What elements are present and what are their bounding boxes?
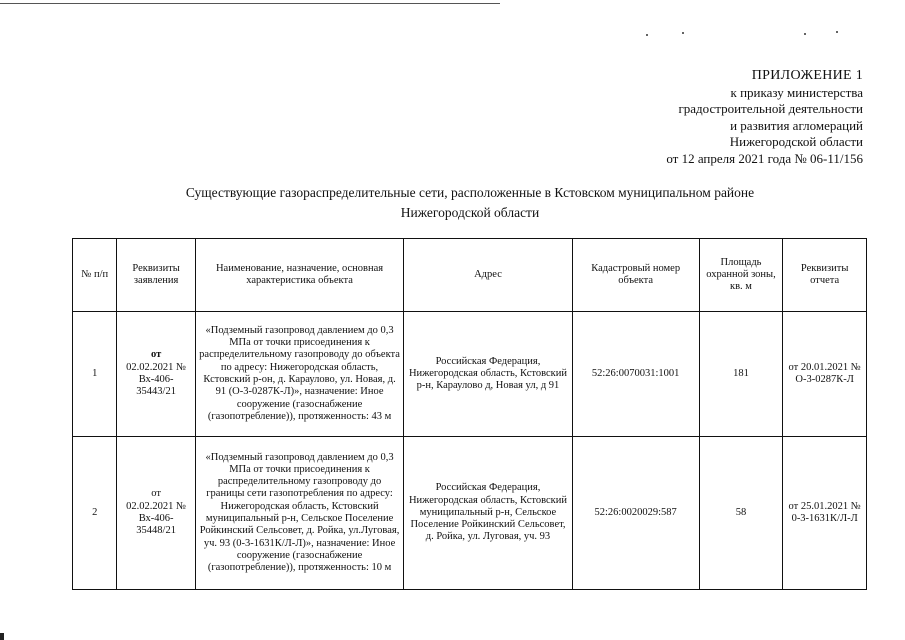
- scan-speck: [836, 31, 838, 33]
- application-details: 02.02.2021 № Вх-406-35443/21: [126, 361, 187, 398]
- cell-report: от 25.01.2021 № 0-3-1631К/Л-Л: [783, 437, 867, 590]
- appendix-line: и развития агломераций: [730, 117, 863, 133]
- cell-address: Российская Федерация, Нижегородская область, Кстовский р-н, Караулово д, Новая ул, д 91: [404, 312, 572, 437]
- application-prefix: от: [150, 349, 162, 361]
- header-application: Реквизиты заявления: [117, 239, 195, 312]
- cell-report: от 20.01.2021 № О-3-0287К-Л: [783, 312, 867, 437]
- scan-speck: [804, 33, 806, 35]
- cell-number: 2: [73, 437, 117, 590]
- header-cadastral: Кадастровый номер объекта: [572, 239, 699, 312]
- scan-specks: [640, 30, 840, 38]
- cell-description: «Подземный газопровод давлением до 0,3 МПа от точки присоединения к распределительному газопроводу до объекта по адресу: Нижегородская область, Кстовский р-он, д. Караулово, ул. Новая, д. 91 (О-3-0287К-Л)», назначение: Иное сооружение (газоснабжение (газопотребление)), протяженность: 43 м: [195, 312, 404, 437]
- appendix-line: к приказу министерства: [730, 84, 863, 100]
- cell-application: [117, 312, 195, 437]
- title-line-1: Существующие газораспределительные сети, расположенные в Кстовском муниципальном районе: [185, 185, 755, 200]
- cell-cadastral: 52:26:0070031:1001: [572, 312, 699, 437]
- table-row: [73, 312, 867, 437]
- table-row: [73, 437, 867, 590]
- scan-speck: [646, 34, 648, 36]
- header-address: Адрес: [404, 239, 572, 312]
- appendix-line: градостроительной деятельности: [678, 101, 863, 116]
- appendix-header: [563, 68, 863, 167]
- gas-networks-table: [72, 238, 867, 590]
- appendix-title: ПРИЛОЖЕНИЕ 1: [751, 68, 863, 83]
- cell-area: 181: [699, 312, 783, 437]
- cell-area: 58: [699, 437, 783, 590]
- appendix-date-line: от 12 апреля 2021 года № 06-11/156: [666, 150, 863, 166]
- appendix-line: Нижегородской области: [729, 134, 863, 149]
- cell-application: [117, 437, 195, 590]
- scan-edge-mark: [0, 633, 4, 640]
- scan-speck: [682, 32, 684, 34]
- cell-number: 1: [73, 312, 117, 437]
- title-line-2: Нижегородской области: [400, 205, 540, 220]
- application-prefix: от: [151, 488, 161, 500]
- cell-cadastral: 52:26:0020029:587: [572, 437, 699, 590]
- cell-description: «Подземный газопровод давлением до 0,3 МПа от точки присоединения к распределительному газопроводу до границы сети газопотребления по адресу: Нижегородская область, Кстовский муниципальный р-н, Сельское Поселение Ройкинский Сельсовет, д. Ройка, ул.Луговая, уч. 93 (0-3-1631К/Л-Л)», назначение: Иное сооружение (газоснабжение (газопотребление)), протяженность: 10 м: [195, 437, 404, 590]
- cell-address: Российская Федерация, Нижегородская область, Кстовский муниципальный р-н, Сельское Поселение Ройкинский Сельсовет, д. Ройка, ул. Луговая, уч. 93: [404, 437, 572, 590]
- header-area: Площадь охранной зоны, кв. м: [699, 239, 783, 312]
- header-description: Наименование, назначение, основная характеристика объекта: [195, 239, 404, 312]
- document-title: [120, 183, 820, 223]
- header-number: № п/п: [73, 239, 117, 312]
- table-header-row: [73, 239, 867, 312]
- scan-edge-line: [0, 3, 500, 4]
- header-report: Реквизиты отчета: [783, 239, 867, 312]
- application-details: 02.02.2021 № Вх-406-35448/21: [126, 500, 187, 537]
